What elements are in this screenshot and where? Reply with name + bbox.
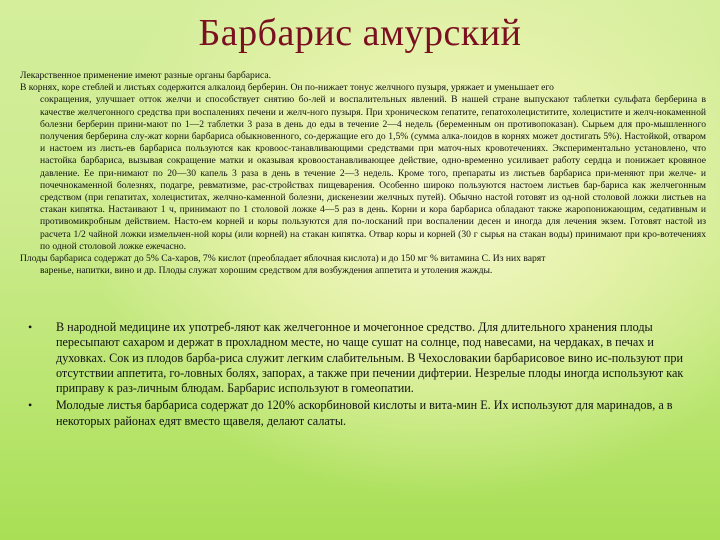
intro-first-line: В корнях, коре стеблей и листьях содержится алкалоид берберин. Он по-нижает тонус желчного пузыря, уряжает и уменьшает его — [20, 82, 554, 94]
fruits-line: Плоды барбариса содержат до 5% Са-харов, 7% кислот (преобладает яблочная кислота) и до 150 мг % витамина С. Из них варят — [20, 253, 546, 265]
intro-lead: Лекарственное применение имеют разные органы барбариса. — [20, 70, 271, 81]
bullet-text: В народной медицине их употреб-ляют как желчегонное и мочегонное средство. Для длительного хранения плоды пересыпают сахаром и держат в прохладном месте, но чаще сушат на солнце, под навесами, на чердаках, в печах и духовках. Сок из плодов барба-риса служит легким слабительным. В Чехословакии барбарисовое вино ис-пользуют при отсутствии аппетита, го-ловных болях, запорах, а также при печении дифтерии. Незрелые плоды иногда используют как приправу к раз-личным блюдам. Барбарис используют в гомеопатии. — [56, 320, 684, 396]
intro-text-block — [20, 70, 706, 277]
slide-title: Барбарис амурский — [198, 12, 522, 54]
intro-body: сокращения, улучшает отток желчи и способствует снятию бо-лей и воспалительных явлений. В нашей стране выпускают таблетки сульфата берберина в качестве желчегонного средства при воспалениях печени и желч-ного пузыря. При хроническом гепатите, гепатохолециститите, холецистите и желч-нокаменной болезни берберин прини-мают по 1—2 таблетки 3 раза в день до еды в течение 2—4 недель (беременным он противопоказан). Сырьем для про-мышленного получения берберина слу-жат корни барбариса обыкновенного, со-держащие его до 1,5% (сумма алка-лоидов в корнях может достигать 5%). Настойкой, отваром и настоем из листь-ев барбариса пользуются как кровоос-танавливающими средствами при маточ-ных кровотечениях. Экспериментально установлено, что настойка барбариса, вызывая сокращение матки и оказывая кровоостанавливающее действие, одно-временно усиливает работу сердца и понижает кровяное давление. Ее при-нимают по 20—30 капель 3 раза в день в течение 2—3 недель. Кроме того, препараты из листьев барбариса при-меняют при желче- и почечнокаменной болезнях, подагре, ревматизме, рас-стройствах пищеварения. Особенно широко пользуются настоем листьев бар-бариса как желчегонным средством (при гепатитах, холециститах, желчно-каменной болезни, дискенезии желчных путей). Обычно настой готовят из од-ной столовой ложки листьев на стакан кипятка. Настаивают 1 ч, принимают по 1 столовой ложке 4—5 раз в день. Корни и кора барбариса обладают также жаропонижающим, седативным и противомикробным действием. Насто-ем корней и коры пользуются для по-лосканий при воспалении десен и иногда для лечения экзем. Готовят настой из расчета 1/2 чайной ложки измельчен-ной коры (или корней) на стакан кипятка. Отвар коры и корней (30 г сырья на стакан воды) принимают при кро-вотечениях по одной столовой ложке ежечасно. — [40, 94, 706, 252]
bullet-marker: • — [28, 398, 33, 413]
bullet-list — [26, 320, 706, 431]
bullet-item — [26, 398, 706, 429]
bullet-text: Молодые листья барбариса содержат до 120% аскорбиновой кислоты и вита-мин Е. Их используют для маринадов, а в некоторых районах едят вместо щавеля, делают салаты. — [56, 398, 673, 428]
fruits-rest: варенье, напитки, вино и др. Плоды служат хорошим средством для возбуждения аппетита и утоления жажды. — [40, 265, 493, 277]
bullet-marker: • — [28, 320, 33, 334]
bullet-item — [26, 320, 706, 396]
